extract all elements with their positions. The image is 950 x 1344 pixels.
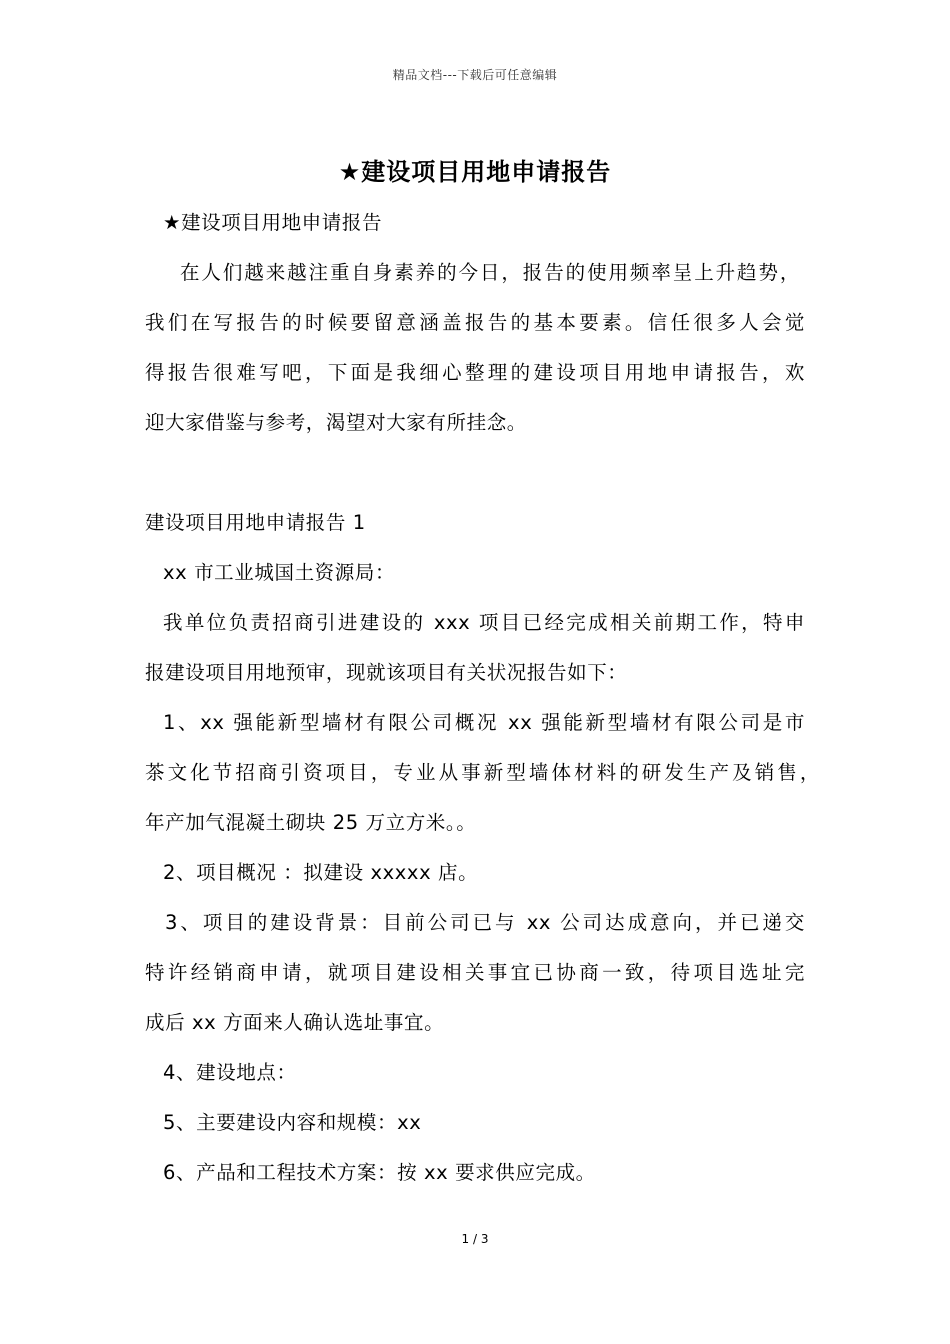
body-line-2: 报建设项目用地预审，现就该项目有关状况报告如下： [145,661,628,684]
document-title: ★建设项目用地申请报告 [338,158,612,186]
addressee-line: xx 市工业城国土资源局： [163,561,396,584]
item-3-line-2: 特许经销商申请，就项目建设相关事宜已协商一致，待项目选址完 [145,961,805,984]
item-3-line-1: 3、项目的建设背景：目前公司已与 xx 公司达成意向，并已递交 [165,911,805,934]
item-6-line: 6、产品和工程技术方案：按 xx 要求供应完成。 [163,1161,596,1184]
intro-line-3: 得报告很难写吧，下面是我细心整理的建设项目用地申请报告，欢 [145,361,805,384]
page-number: 1 / 3 [461,1232,489,1246]
item-1-line-2: 茶文化节招商引资项目，专业从事新型墙体材料的研发生产及销售， [145,761,820,784]
subtitle-line: ★建设项目用地申请报告 [163,211,383,234]
header-note: 精品文档---下载后可任意编辑 [392,68,558,82]
section-heading: 建设项目用地申请报告 1 [145,511,366,534]
intro-line-1: 在人们越来越注重自身素养的今日，报告的使用频率呈上升趋势， [180,261,800,284]
item-3-line-3: 成后 xx 方面来人确认选址事宜。 [145,1011,445,1034]
body-line-1: 我单位负责招商引进建设的 xxx 项目已经完成相关前期工作，特申 [163,611,805,634]
intro-line-4: 迎大家借鉴与参考，渴望对大家有所挂念。 [145,411,527,434]
item-5-line: 5、主要建设内容和规模：xx [163,1111,422,1134]
item-2-line: 2、项目概况 ：拟建设 xxxxx 店。 [163,861,479,884]
item-1-line-1: 1、xx 强能新型墙材有限公司概况 xx 强能新型墙材有限公司是市 [163,711,805,734]
item-1-line-3: 年产加气混凝土砌块 25 万立方米。。 [145,811,477,834]
item-4-line: 4、建设地点： [163,1061,297,1084]
intro-line-2: 我们在写报告的时候要留意涵盖报告的基本要素。信任很多人会觉 [145,311,805,334]
